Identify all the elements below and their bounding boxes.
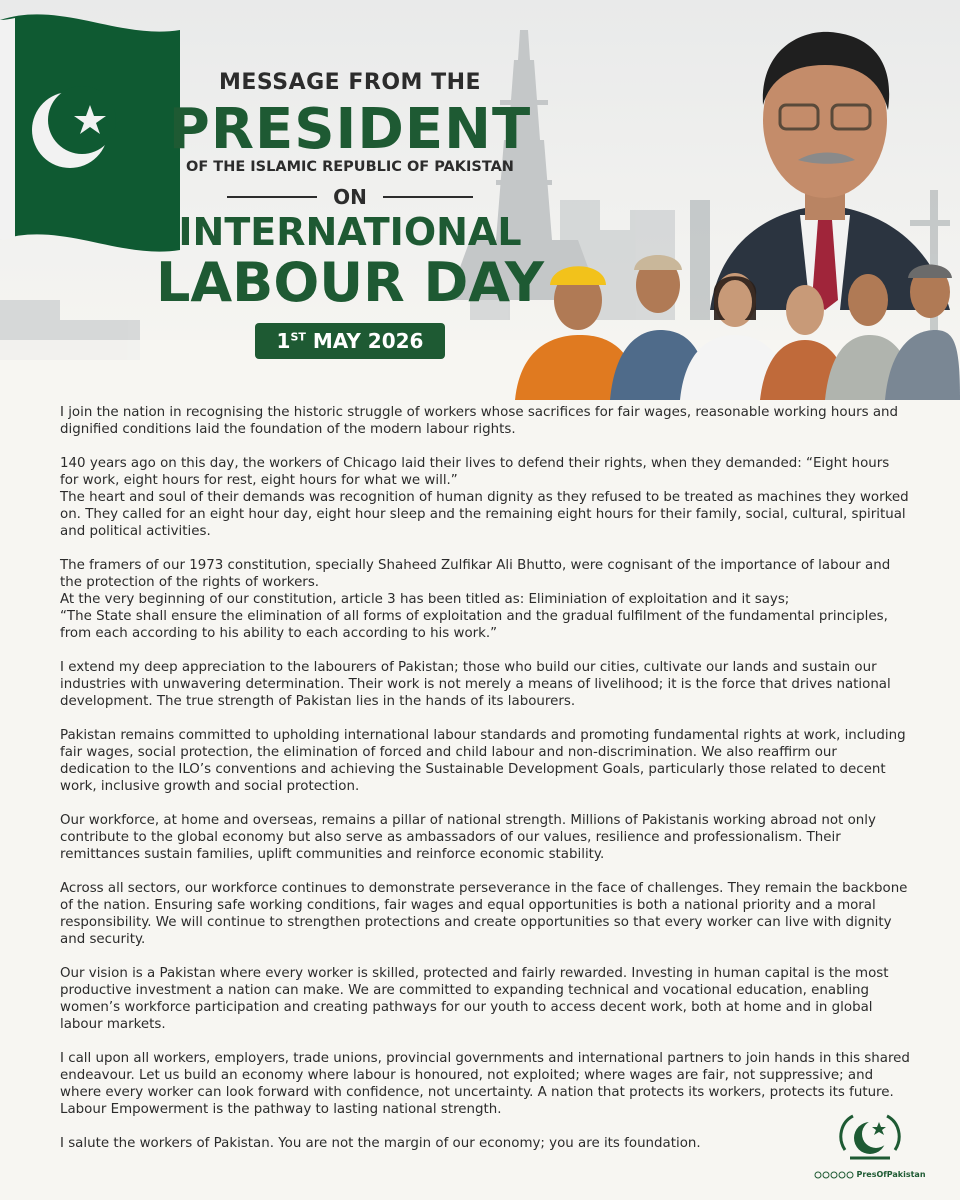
paragraph: Across all sectors, our workforce continues to demonstrate perseverance in the face of challenges. They remain the backbone of the nation. Ensuring safe working conditions, fair wages and equal opportunities is both a national priority and a moral responsibility. We will continue to strengthen protections and create opportunities so that every worker can live with dignity and security.	[60, 881, 908, 947]
social-icons	[810, 1170, 930, 1179]
crescent-star-logo-icon	[835, 1110, 905, 1165]
title-block	[150, 70, 550, 359]
paragraph: Our workforce, at home and overseas, remains a pillar of national strength. Millions of Pakistanis working abroad not only contribute to the global economy but also serve as ambassadors of our values, resilience and professionalism. Their remittances sustain families, uplift communities and reinforce economic stability.	[60, 813, 876, 862]
date-rest: MAY 2026	[305, 329, 424, 353]
on-label: ON	[333, 185, 367, 209]
president-heading: PRESIDENT	[168, 97, 532, 162]
social-handle: PresOfPakistan	[856, 1170, 926, 1179]
paragraph: I call upon all workers, employers, trade unions, provincial governments and international partners to join hands in this shared endeavour. Let us build an economy where labour is honoured, not exploited; where wages are fair, not suppressive; and where every worker can look forward with confidence, not uncertainty. A nation that protects its workers, protects its future. Labour Empowerment is the pathway to lasting national strength.	[60, 1051, 910, 1117]
presidency-logo	[810, 1110, 930, 1190]
paragraph: I join the nation in recognising the historic struggle of workers whose sacrifices for fair wages, reasonable working hours and dignified conditions laid the foundation of the modern labour rights.	[60, 405, 899, 437]
workers-group	[510, 230, 960, 400]
on-divider	[150, 185, 550, 209]
labour-day-heading: LABOUR DAY	[155, 251, 545, 314]
international-heading: INTERNATIONAL	[178, 210, 522, 254]
message-from-heading: MESSAGE FROM THE	[218, 70, 482, 95]
date-day: 1	[276, 329, 291, 353]
date-badge	[255, 323, 446, 359]
paragraph: I extend my deep appreciation to the labourers of Pakistan; those who build our cities, cultivate our lands and sustain our industries with unwavering determination. Their work is not merely a means of livelihood; it is the force that drives national development. The true strength of Pakistan lies in the hands of its labourers.	[60, 660, 891, 709]
paragraph: Our vision is a Pakistan where every worker is skilled, protected and fairly rewarded. Investing in human capital is the most productive investment a nation can make. We are committed to expanding technical and vocational education, enabling women’s workforce participation and creating pathways for our youth to access decent work, both at home and in global labour markets.	[60, 966, 889, 1032]
paragraph: I salute the workers of Pakistan. You are not the margin of our economy; you are its foundation.	[60, 1136, 701, 1151]
header-banner	[0, 0, 960, 400]
paragraph: 140 years ago on this day, the workers of Chicago laid their lives to defend their rights, when they demanded: “Eight hours for work, eight hours for rest, eight hours for what we will.” The heart and soul of their demands was recognition of human dignity as they refused to be treated as machines they worked on. They called for an eight hour day, eight hour sleep and the remaining eight hours for their family, social, cultural, spiritual and political activities.	[60, 456, 909, 539]
divider-line	[227, 196, 317, 198]
date-suffix: ST	[290, 330, 306, 344]
republic-subheading: OF THE ISLAMIC REPUBLIC OF PAKISTAN	[186, 159, 514, 175]
social-icons-row	[814, 1171, 854, 1179]
message-body	[60, 404, 910, 1169]
divider-line	[383, 196, 473, 198]
paragraph: Pakistan remains committed to upholding international labour standards and promoting fundamental rights at work, including fair wages, social protection, the elimination of forced and child labour and non-discrimination. We also reaffirm our dedication to the ILO’s conventions and achieving the Sustainable Development Goals, particularly those related to decent work, inclusive growth and social protection.	[60, 728, 906, 794]
paragraph: The framers of our 1973 constitution, specially Shaheed Zulfikar Ali Bhutto, were cognisant of the importance of labour and the protection of the rights of workers. At the very beginning of our constitution, article 3 has been titled as: Eliminiation of exploitation and it says; “The State shall ensure the elimination of all forms of exploitation and the gradual fulfilment of the fundamental principles, from each according to his ability to each according to his work.”	[60, 558, 891, 641]
